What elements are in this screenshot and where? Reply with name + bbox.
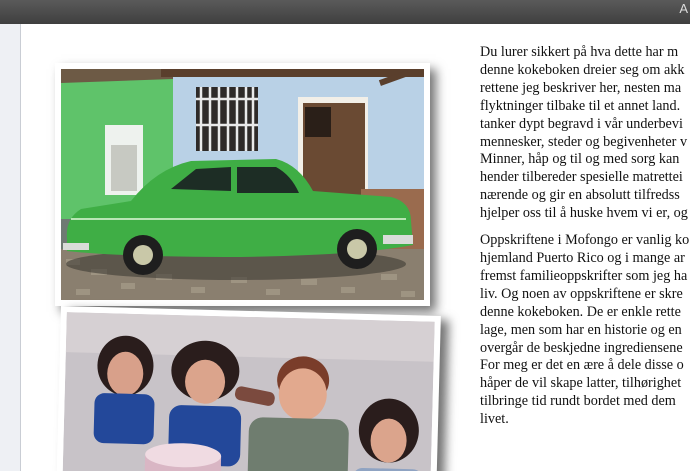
text-line: denne kokeboken. De er enkle rette — [480, 303, 681, 320]
text-line: hjelper oss til å huske hvem vi er, og — [480, 205, 688, 222]
paragraph-2 — [480, 232, 690, 429]
text-line: lage, men som har en historie og en — [480, 321, 682, 338]
text-line: håper de vil skape latter, tilhørighet — [480, 375, 682, 392]
car-photo-image — [61, 69, 424, 300]
children-photo-image — [62, 312, 435, 471]
text-line: Minner, håp og til og med sorg kan — [480, 151, 680, 168]
text-line: Du lurer sikkert på hva dette har m — [480, 44, 679, 60]
text-line: overgår de beskjedne ingrediensene — [480, 339, 683, 356]
text-line: liv. Og noen av oppskriftene er skre — [480, 285, 683, 302]
text-line: tanker dypt begravd i vår underbevi — [480, 115, 683, 132]
children-birthday-photo — [56, 306, 441, 471]
app-toolbar — [0, 0, 690, 24]
text-line: hender tilbereder spesielle matrettei — [480, 169, 683, 186]
text-line: fremst familieoppskrifter som jeg ha — [480, 267, 688, 284]
green-vintage-car-photo — [55, 63, 430, 306]
text-line: For meg er det en ære å dele disse o — [480, 357, 684, 374]
text-line: mennesker, steder og begivenheter v — [480, 133, 688, 150]
text-line: flyktninger tilbake til et annet land. — [480, 97, 681, 114]
text-line: tilbringe tid rundt bordet med dem — [480, 393, 676, 410]
paragraph-1 — [480, 44, 690, 223]
text-line: nærende og gir en absolutt tilfredss — [480, 187, 680, 204]
left-sidebar-edge — [0, 24, 21, 471]
text-line: hjemland Puerto Rico og i mange ar — [480, 249, 685, 266]
document-page — [21, 24, 690, 471]
text-line: Oppskriftene i Mofongo er vanlig ko — [480, 232, 690, 249]
text-line: rettene jeg beskriver her, nesten ma — [480, 79, 682, 96]
toolbar-glyph[interactable]: A — [679, 1, 688, 16]
text-line: denne kokeboken dreier seg om akk — [480, 61, 685, 78]
body-text — [480, 44, 690, 438]
text-line: livet. — [480, 411, 509, 428]
